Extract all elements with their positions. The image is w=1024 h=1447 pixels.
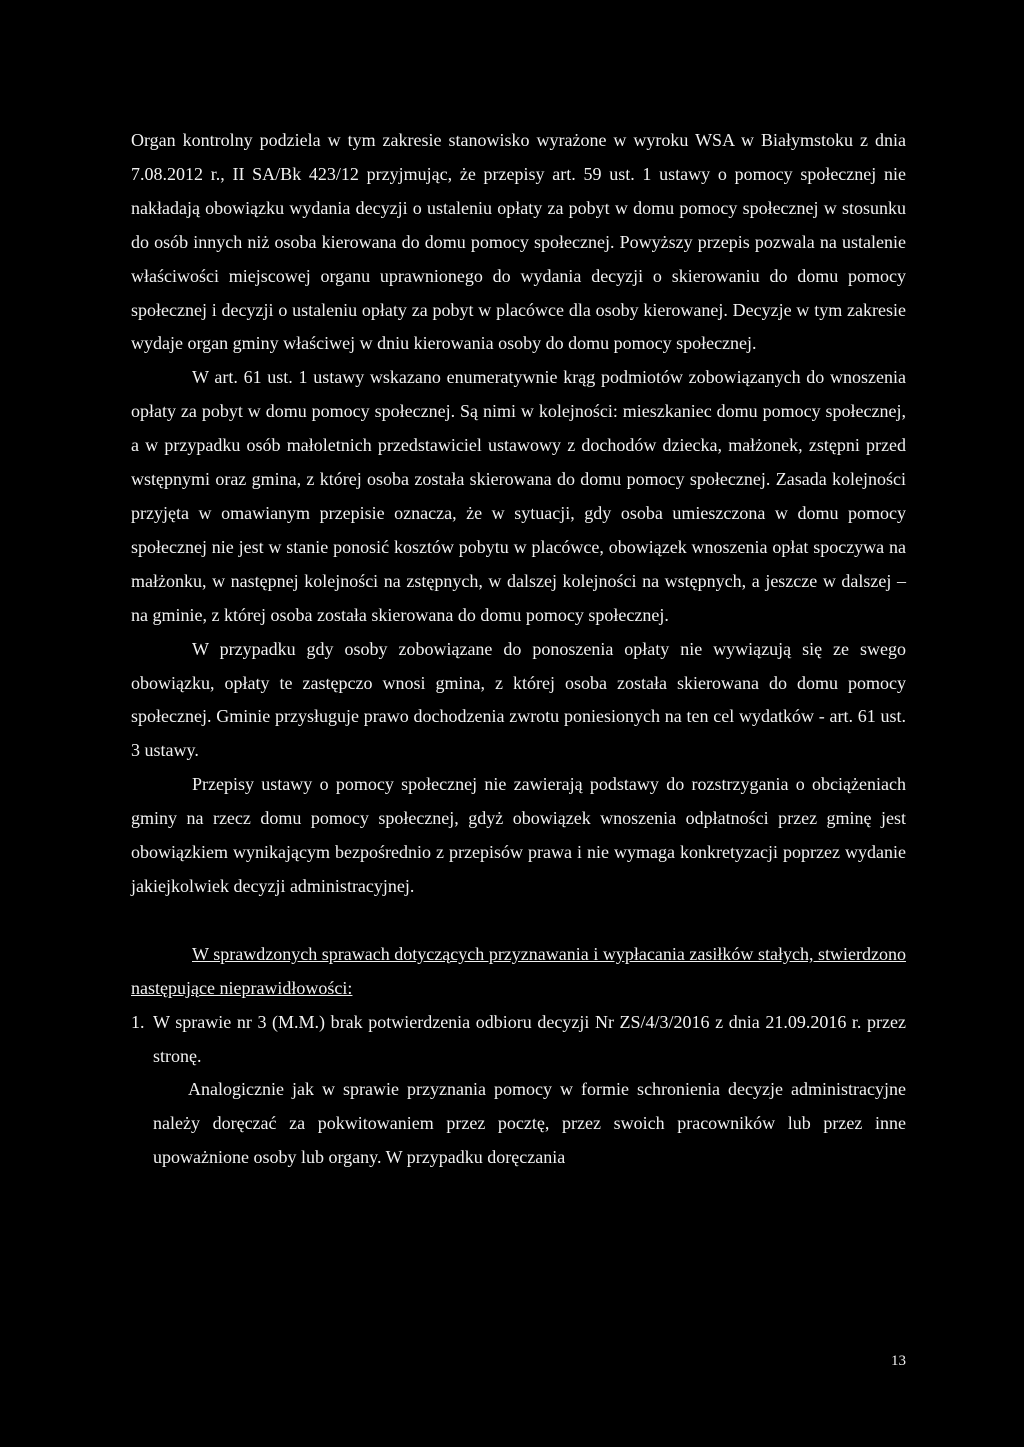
finding-text: W sprawie nr 3 (M.M.) brak potwierdzenia odbioru decyzji Nr ZS/4/3/2016 z dnia 21.09.2016 r. przez stronę.: [153, 1011, 906, 1066]
page-number: 13: [891, 1353, 906, 1369]
document-body: [131, 124, 906, 1175]
paragraph-delivery-requirements: Analogicznie jak w sprawie przyznania pomocy w formie schronienia decyzje administracyjne należy doręczać za pokwitowaniem przez pocztę, przez swoich pracowników lub przez inne upoważnione osoby lub organy. W przypadku doręczania: [153, 1079, 906, 1168]
paragraph-no-administrative-decision: Przepisy ustawy o pomocy społecznej nie zawierają podstawy do rozstrzygania o obciążeniach gminy na rzecz domu pomocy społecznej, gdyż obowiązek wnoszenia odpłatności przez gminę jest obowiązkiem wynikającym bezpośrednio z przepisów prawa i nie wymaga konkretyzacji poprzez wydanie jakiejkolwiek decyzji administracyjnej.: [131, 774, 906, 896]
section-heading: W sprawdzonych sprawach dotyczących przyznawania i wypłacania zasiłków stałych, stwierdzono następujące nieprawidłowości:: [131, 943, 906, 998]
paragraph-article-61: W art. 61 ust. 1 ustawy wskazano enumeratywnie krąg podmiotów zobowiązanych do wnoszenia opłaty za pobyt w domu pomocy społecznej. Są nimi w kolejności: mieszkaniec domu pomocy społecznej, a w przypadku osób małoletnich przedstawiciel ustawowy z dochodów dziecka, małżonek, zstępni przed wstępnymi oraz gmina, z której osoba została skierowana do domu pomocy społecznej. Zasada kolejności przyjęta w omawianym przepisie oznacza, że w sytuacji, gdy osoba umieszczona w domu pomocy społecznej nie jest w stanie ponosić kosztów pobytu w placówce, obowiązek wnoszenia opłat spoczywa na małżonku, w następnej kolejności na zstępnych, w dalszej kolejności na wstępnych, a jeszcze w dalszej – na gminie, z której osoba została skierowana do domu pomocy społecznej.: [131, 367, 906, 625]
list-number: 1.: [131, 1011, 145, 1032]
paragraph-court-opinion: Organ kontrolny podziela w tym zakresie stanowisko wyrażone w wyroku WSA w Białymstoku z dnia 7.08.2012 r., II SA/Bk 423/12 przyjmując, że przepisy art. 59 ust. 1 ustawy o pomocy społecznej nie nakładają obowiązku wydania decyzji o ustaleniu opłaty za pobyt w domu pomocy społecznej w stosunku do osób innych niż osoba kierowana do domu pomocy społecznej. Powyższy przepis pozwala na ustalenie właściwości miejscowej organu uprawnionego do wydania decyzji o skierowaniu do domu pomocy społecznej i decyzji o ustaleniu opłaty za pobyt w placówce dla osoby kierowanej. Decyzje w tym zakresie wydaje organ gminy właściwej w dniu kierowania osoby do domu pomocy społecznej.: [131, 130, 906, 354]
paragraph-municipal-substitution: W przypadku gdy osoby zobowiązane do ponoszenia opłaty nie wywiązują się ze swego obowiązku, opłaty te zastępczo wnosi gmina, z której osoba została skierowana do domu pomocy społecznej. Gminie przysługuje prawo dochodzenia zwrotu poniesionych na ten cel wydatków - art. 61 ust. 3 ustawy.: [131, 638, 906, 761]
finding-list-item: [131, 1006, 906, 1074]
